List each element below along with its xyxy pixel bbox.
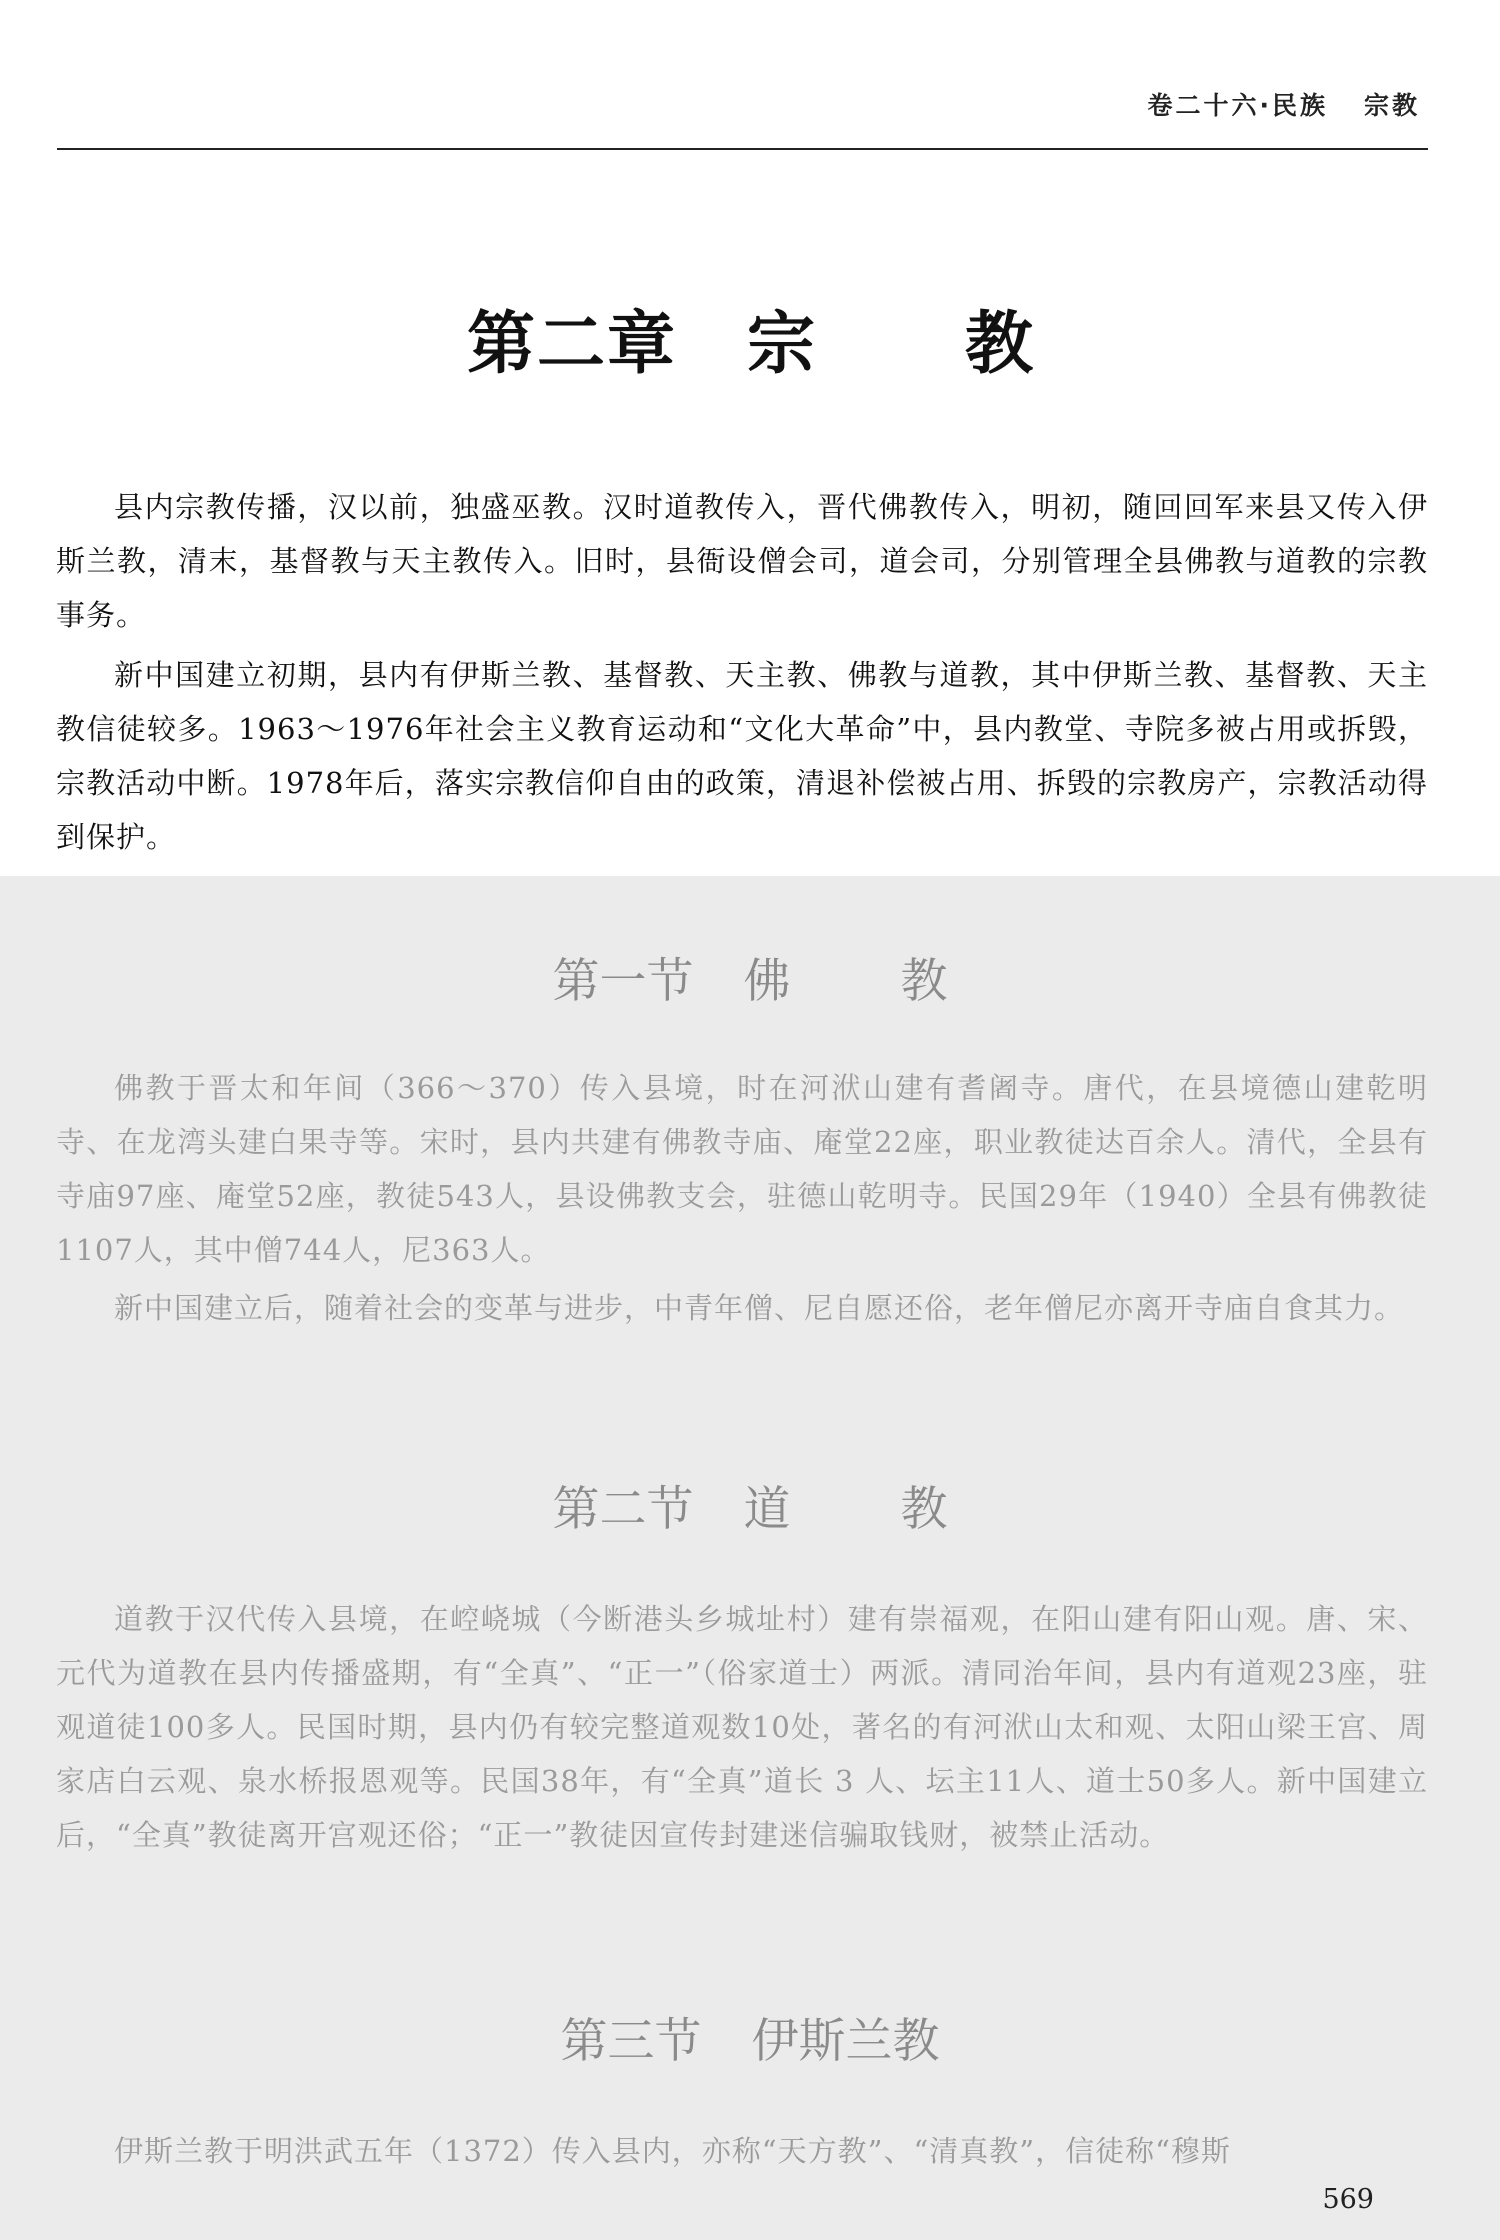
section-1-paragraph-2: 新中国建立后，随着社会的变革与进步，中青年僧、尼自愿还俗，老年僧尼亦离开寺庙自食其力。 (114, 1291, 1405, 1325)
chapter-intro (56, 480, 1428, 870)
section-2-number: 第二节 (552, 1482, 694, 1537)
section-3-title-text: 伊斯兰教 (751, 2014, 940, 2069)
page-number: 569 (1322, 2184, 1374, 2215)
section-1-title-char-1: 佛 (743, 954, 791, 1009)
section-1-body (56, 1061, 1428, 1339)
running-head (1147, 86, 1420, 122)
chapter-number: 第二章 (466, 304, 677, 384)
section-1-title-char-2: 教 (900, 954, 948, 1009)
section-2-body (56, 1592, 1428, 1866)
section-3-number: 第三节 (560, 2014, 702, 2069)
section-2-title-char-1: 道 (743, 1482, 791, 1537)
section-2-paragraph-1: 道教于汉代传入县境，在崆峣城（今断港头乡城址村）建有崇福观，在阳山建有阳山观。唐、宋、元代为道教在县内传播盛期，有“全真”、“正一”（俗家道士）两派。清同治年间，县内有道观23座，驻观道徒100多人。民国时期，县内仍有较完整道观数10处，著名的有河洑山太和观、太阳山梁王宫、周家店白云观、泉水桥报恩观等。民国38年，有“全真”道长 3 人、坛主11人、道士50多人。新中国建立后，“全真”教徒离开宫观还俗；“正一”教徒因宣传封建迷信骗取钱财，被禁止活动。 (56, 1602, 1428, 1852)
section-3-body (56, 2124, 1428, 2182)
header-rule (57, 148, 1428, 150)
section-2-title-char-2: 教 (900, 1482, 948, 1537)
intro-paragraph-2: 新中国建立初期，县内有伊斯兰教、基督教、天主教、佛教与道教，其中伊斯兰教、基督教、天主教信徒较多。1963～1976年社会主义教育运动和“文化大革命”中，县内教堂、寺院多被占用或拆毁，宗教活动中断。1978年后，落实宗教信仰自由的政策，清退补偿被占用、拆毁的宗教房产，宗教活动得到保护。 (56, 658, 1428, 854)
section-1-paragraph-1: 佛教于晋太和年间（366～370）传入县境，时在河洑山建有耆阇寺。唐代，在县境德山建乾明寺、在龙湾头建白果寺等。宋时，县内共建有佛教寺庙、庵堂22座，职业教徒达百余人。清代，全县有寺庙97座、庵堂52座，教徒543人，县设佛教支会，驻德山乾明寺。民国29年（1940）全县有佛教徒1107人，其中僧744人，尼363人。 (56, 1071, 1428, 1267)
chapter-title-char-2: 教 (965, 304, 1034, 384)
chapter-title-char-1: 宗 (746, 304, 815, 384)
section-2-title (0, 1472, 1500, 1539)
section-3-title (0, 2004, 1500, 2071)
chapter-title (0, 290, 1500, 387)
running-head-volume: 卷二十六·民族 (1147, 91, 1328, 120)
running-head-topic: 宗教 (1363, 91, 1420, 120)
intro-paragraph-1: 县内宗教传播，汉以前，独盛巫教。汉时道教传入，晋代佛教传入，明初，随回回军来县又传入伊斯兰教，清末，基督教与天主教传入。旧时，县衙设僧会司，道会司，分别管理全县佛教与道教的宗教事务。 (56, 490, 1428, 632)
section-1-title (0, 944, 1500, 1011)
section-3-paragraph-1: 伊斯兰教于明洪武五年（1372）传入县内，亦称“天方教”、“清真教”，信徒称“穆斯 (114, 2134, 1231, 2168)
section-1-number: 第一节 (552, 954, 694, 1009)
